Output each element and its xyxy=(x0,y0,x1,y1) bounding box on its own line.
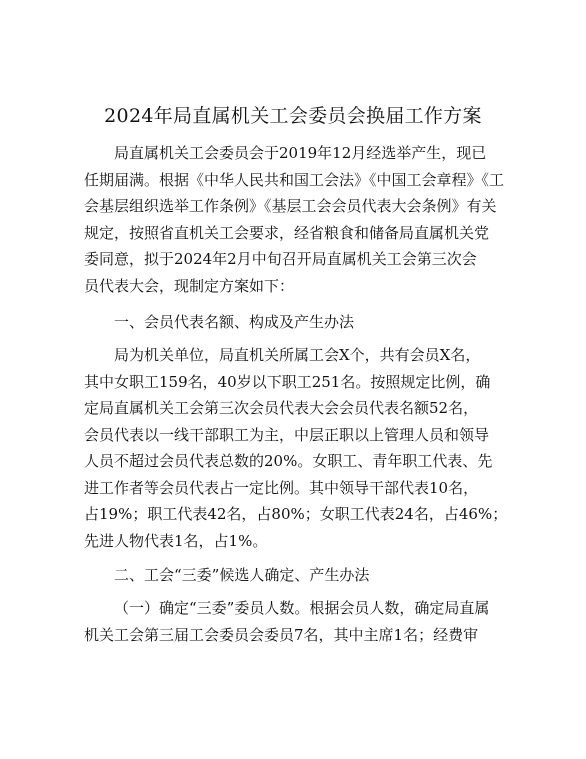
intro-line: 规定，按照省直机关工会要求，经省粮食和储备局直属机关党 xyxy=(84,223,490,242)
section-heading-1: 一、会员代表名额、构成及产生办法 xyxy=(114,313,355,331)
section-1-line: 其中女职工159名，40岁以下职工251名。按照规定比例，确 xyxy=(84,372,491,391)
intro-line: 委同意，拟于2024年2月中旬召开局直属机关工会第三次会 xyxy=(84,250,477,268)
section-2-line: 机关工会第三届工会委员会委员7名，其中主席1名；经费审 xyxy=(84,625,479,644)
section-1-line: 定局直属机关工会第三次会员代表大会会员代表名额52名， xyxy=(84,399,479,417)
section-1-line: 人员不超过会员代表总数的20%。女职工、青年职工代表、先 xyxy=(84,452,493,470)
intro-line: 会基层组织选举工作条例》《基层工会会员代表大会条例》有关 xyxy=(84,197,497,215)
intro-paragraph xyxy=(84,140,504,299)
section-heading-2: 二、工会“三委”候选人确定、产生办法 xyxy=(114,566,370,584)
section-1-line: 先进人物代表1名，占1%。 xyxy=(84,531,268,550)
section-1-line: 会员代表以一线干部职工为主，中层正职以上管理人员和领导 xyxy=(84,425,490,444)
document-title: 2024年局直属机关工会委员会换届工作方案 xyxy=(104,105,482,127)
section-2-paragraph xyxy=(84,595,504,648)
section-1-paragraph xyxy=(84,342,508,554)
intro-line: 员代表大会，现制定方案如下： xyxy=(84,276,295,295)
section-2-line: （一）确定“三委”委员人数。根据会员人数，确定局直属 xyxy=(114,599,490,617)
section-1-line: 进工作者等会员代表占一定比例。其中领导干部代表10名， xyxy=(84,478,479,497)
section-1-line: 占19%；职工代表42名，占80%；女职工代表24名，占46%； xyxy=(84,505,508,523)
section-1-line: 局为机关单位，局直机关所属工会X个，共有会员X名， xyxy=(114,346,481,364)
intro-line: 任期届满。根据《中华人民共和国工会法》《中国工会章程》《工 xyxy=(84,170,505,189)
intro-line: 局直属机关工会委员会于2019年12月经选举产生，现已 xyxy=(114,144,487,162)
